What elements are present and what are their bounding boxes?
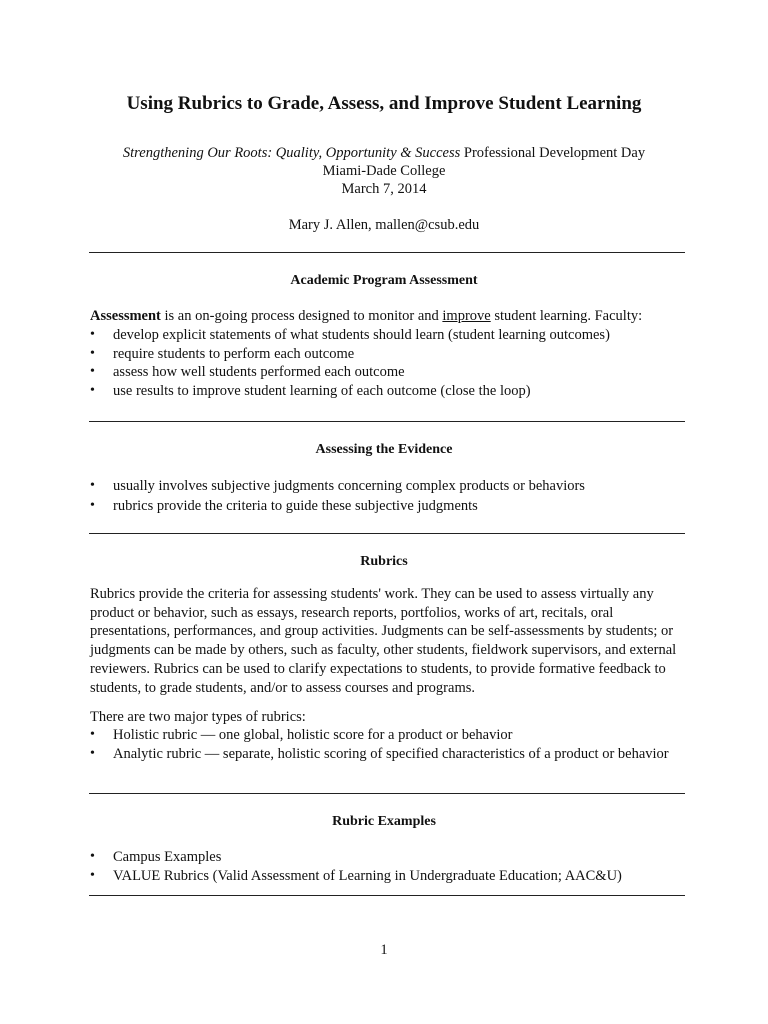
list-item: • Campus Examples	[90, 848, 690, 867]
list-item: • use results to improve student learning of each outcome (close the loop)	[90, 382, 690, 401]
list-item: • assess how well students performed each outcome	[90, 363, 690, 382]
heading-rubrics: Rubrics	[360, 554, 408, 569]
evidence-list	[90, 477, 690, 515]
list-item: • usually involves subjective judgments concerning complex products or behaviors	[90, 477, 690, 496]
rubric-types-list	[90, 726, 690, 763]
section-divider	[89, 793, 685, 794]
section-divider	[89, 421, 685, 422]
faculty-tasks-list	[90, 326, 690, 401]
list-item: • Analytic rubric — separate, holistic scoring of specified characteristics of a product or behavior	[90, 745, 690, 764]
rubric-types-intro: There are two major types of rubrics:	[90, 709, 306, 725]
improve-underlined: improve	[442, 308, 491, 324]
section-divider	[89, 252, 685, 253]
heading-assessing-evidence: Assessing the Evidence	[315, 442, 453, 457]
list-item: • require students to perform each outcome	[90, 345, 690, 364]
list-item: • develop explicit statements of what students should learn (student learning outcomes)	[90, 326, 690, 345]
document-date: March 7, 2014	[341, 181, 427, 197]
list-item: • rubrics provide the criteria to guide these subjective judgments	[90, 497, 690, 516]
heading-program-assessment: Academic Program Assessment	[290, 273, 478, 288]
assessment-definition	[90, 307, 690, 326]
list-item: • VALUE Rubrics (Valid Assessment of Learning in Undergraduate Education; AAC&U)	[90, 867, 690, 886]
event-suffix: Professional Development Day	[460, 145, 646, 161]
heading-rubric-examples: Rubric Examples	[332, 814, 436, 829]
section-divider	[89, 533, 685, 534]
rubrics-paragraph: Rubrics provide the criteria for assessing students' work. They can be used to assess virtually any product or behavior, such as essays, research reports, portfolios, works of art, recitals, oral presentations, performances, and group activities. Judgments can be self-assessments by students; or judgments can be made by others, such as faculty, other students, fieldwork supervisors, and external reviewers. Rubrics can be used to clarify expectations to students, to provide formative feedback to students, to grade students, and/or to assess courses and programs.	[90, 586, 677, 696]
event-name: Strengthening Our Roots: Quality, Opportunity & Success	[122, 145, 461, 161]
list-item: • Holistic rubric — one global, holistic score for a product or behavior	[90, 726, 690, 745]
page-number: 1	[380, 942, 388, 958]
definition-text-end: student learning. Faculty:	[490, 308, 643, 324]
assessment-term: Assessment	[90, 308, 161, 324]
definition-text: is an on-going process designed to monitor and	[160, 308, 443, 324]
document-title: Using Rubrics to Grade, Assess, and Improve Student Learning	[126, 93, 642, 114]
event-line	[0, 144, 768, 162]
institution: Miami-Dade College	[322, 163, 446, 179]
author-line: Mary J. Allen, mallen@csub.edu	[288, 217, 480, 233]
rubric-examples-list	[90, 848, 690, 885]
section-divider	[89, 895, 685, 896]
